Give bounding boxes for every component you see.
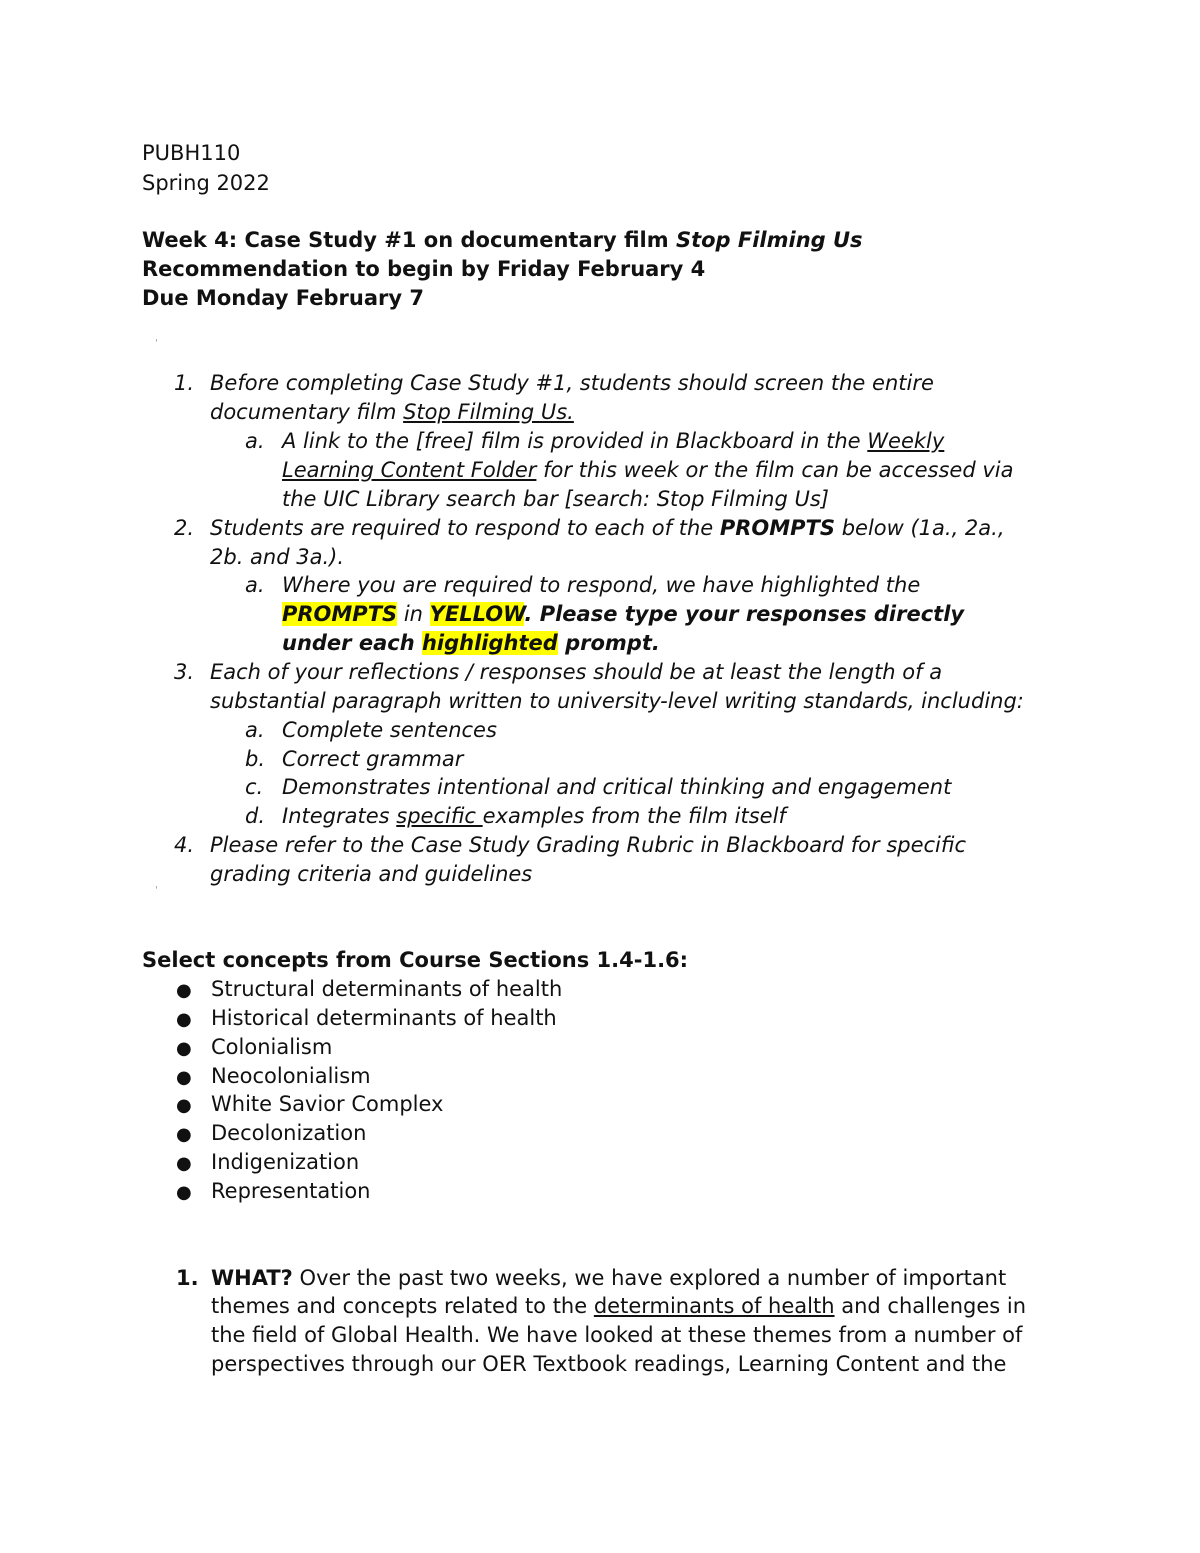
bullet-icon: ● [176,1038,192,1059]
bullet-icon: ● [176,1067,192,1088]
begin-recommendation: Recommendation to begin by Friday February 4 [142,257,706,281]
prompt-1-line: WHAT? Over the past two weeks, we have explored a number of important [211,1266,1007,1290]
due-date: Due Monday February 7 [142,286,424,310]
criterion: Complete sentences [282,718,497,742]
list-item: Representation [211,1179,371,1203]
sub-letter: a. [245,573,265,597]
list-item: Colonialism [211,1035,333,1059]
prompt-1-line: the field of Global Health. We have looked at these themes from a number of [211,1323,1023,1347]
sub-letter: c. [245,775,264,799]
bullet-icon: ● [176,1153,192,1174]
prompt-1-line: perspectives through our OER Textbook readings, Learning Content and the [211,1352,1007,1376]
instruction-4-line: grading criteria and guidelines [210,862,533,886]
instruction-3-line: substantial paragraph written to university-level writing standards, including: [210,689,1024,713]
instruction-1-line: Before completing Case Study #1, students should screen the entire [210,371,934,395]
criterion: Demonstrates intentional and critical thinking and engagement [282,775,952,799]
bullet-icon: ● [176,980,192,1001]
item-number: 1. [174,371,195,395]
sub-letter: d. [245,804,266,828]
stray-mark: ' [155,338,158,349]
instruction-2-line: 2b. and 3a.). [210,545,344,569]
instruction-1a-line: the UIC Library search bar [search: Stop Filming Us] [282,487,829,511]
instruction-1a-line: Learning Content Folder for this week or the film can be accessed via [282,458,1014,482]
highlighted-yellow: YELLOW [429,602,525,626]
film-link[interactable]: Stop Filming Us. [403,400,574,424]
criterion: Correct grammar [282,747,464,771]
bullet-icon: ● [176,1009,192,1030]
instruction-3-line: Each of your reflections / responses should be at least the length of a [210,660,943,684]
item-number: 2. [174,516,195,540]
list-item: Indigenization [211,1150,360,1174]
instruction-2-line: Students are required to respond to each of the PROMPTS below (1a., 2a., [210,516,1005,540]
bullet-icon: ● [176,1095,192,1116]
instruction-4-line: Please refer to the Case Study Grading Rubric in Blackboard for specific [210,833,966,857]
concepts-heading: Select concepts from Course Sections 1.4-1.6: [142,948,689,972]
list-item: Structural determinants of health [211,977,563,1001]
sub-letter: a. [245,429,265,453]
sub-letter: a. [245,718,265,742]
instruction-1a-line: A link to the [free] film is provided in Blackboard in the Weekly [282,429,945,453]
instruction-2a-line: under each highlighted prompt. [282,631,660,655]
film-title: Stop Filming Us [675,228,863,252]
instruction-1-line: documentary film Stop Filming Us. [210,400,574,424]
weekly-folder-link[interactable]: Weekly [867,429,945,453]
assignment-title: Week 4: Case Study #1 on documentary film Stop Filming Us [142,228,863,252]
course-code: PUBH110 [142,141,241,165]
item-number: 3. [174,660,195,684]
list-item: Historical determinants of health [211,1006,557,1030]
list-item: White Savior Complex [211,1092,444,1116]
sub-letter: b. [245,747,266,771]
criterion: Integrates specific examples from the film itself [282,804,786,828]
stray-mark: ' [155,885,158,896]
prompt-1-line: themes and concepts related to the determinants of health and challenges in [211,1294,1027,1318]
highlighted-word: highlighted [421,631,558,655]
instruction-2a-line: Where you are required to respond, we have highlighted the [282,573,921,597]
term: Spring 2022 [142,171,270,195]
bullet-icon: ● [176,1124,192,1145]
list-item: Decolonization [211,1121,367,1145]
list-item: Neocolonialism [211,1064,371,1088]
weekly-folder-link[interactable]: Learning Content Folder [282,458,537,482]
instruction-2a-line: PROMPTS in YELLOW. Please type your responses directly [282,602,965,626]
prompt-label: WHAT? [211,1266,293,1290]
bullet-icon: ● [176,1182,192,1203]
prompt-number: 1. [176,1266,199,1290]
item-number: 4. [174,833,195,857]
highlighted-prompts: PROMPTS [282,602,398,626]
